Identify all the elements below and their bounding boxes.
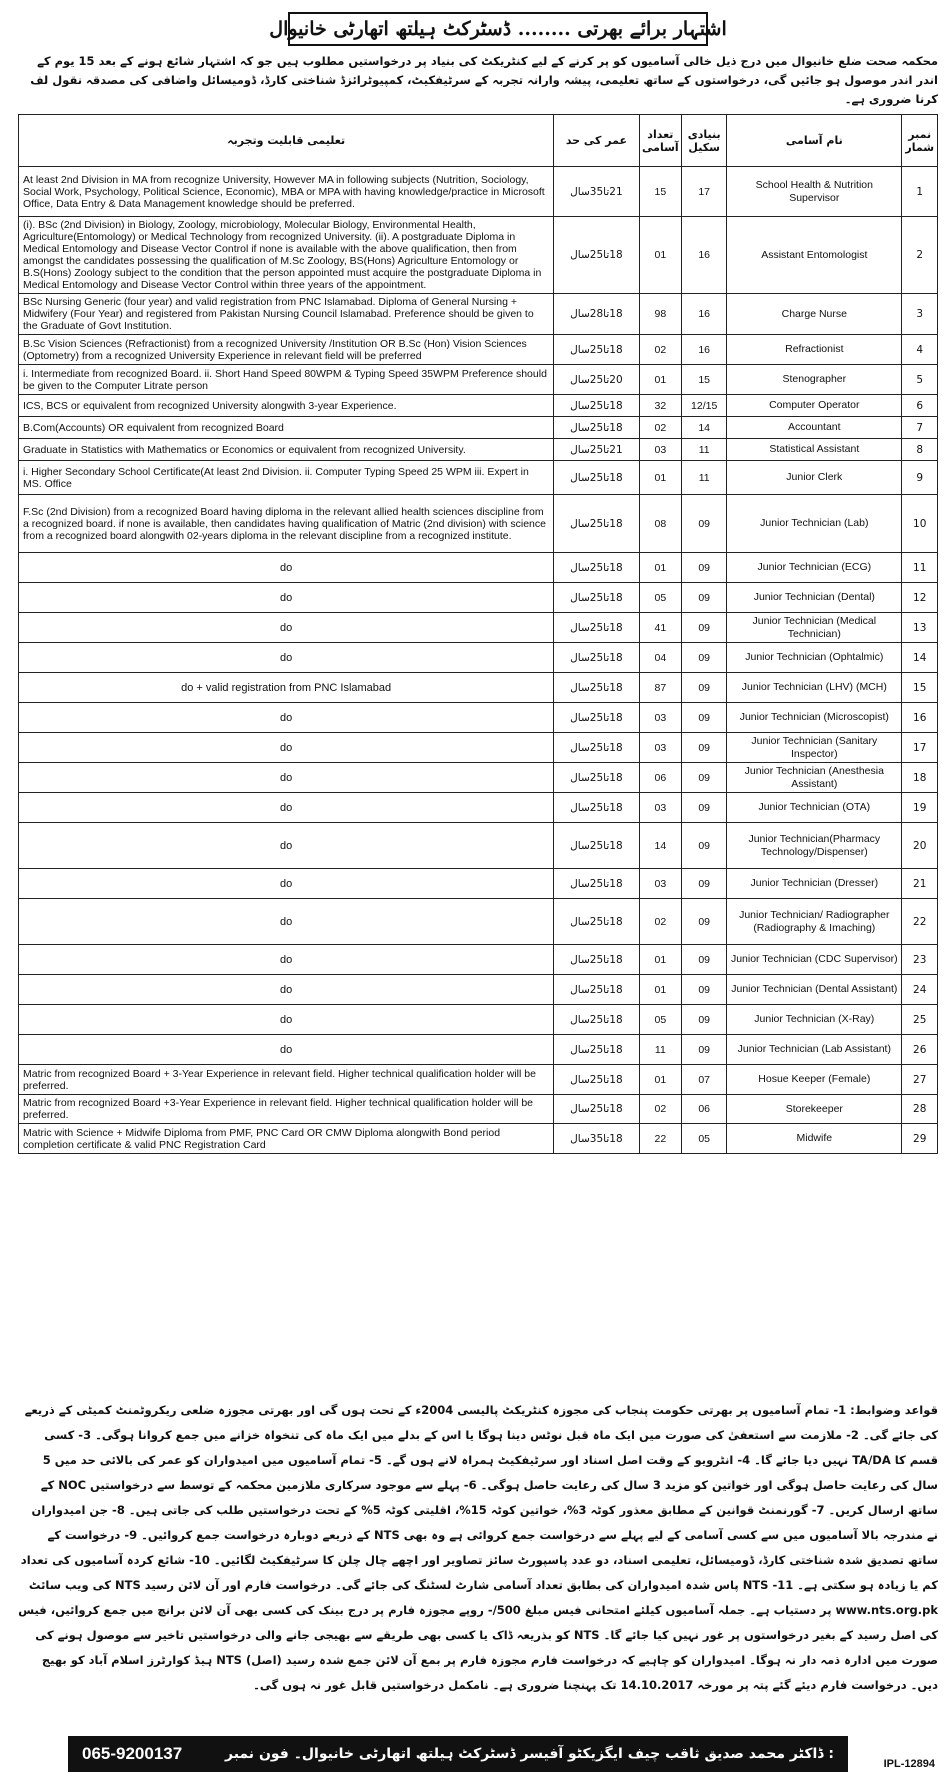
post-name-cell: Storekeeper: [727, 1095, 902, 1124]
qualification-cell: do: [19, 583, 554, 613]
post-count-cell: 98: [639, 294, 682, 335]
pay-scale-cell: 05: [682, 1124, 727, 1154]
post-name-cell: Computer Operator: [727, 395, 902, 417]
pay-scale-cell: 09: [682, 899, 727, 945]
qualification-cell: do: [19, 703, 554, 733]
post-count-cell: 01: [639, 1065, 682, 1095]
pay-scale-cell: 09: [682, 823, 727, 869]
age-limit-cell: 18تا25سال: [554, 335, 639, 365]
pay-scale-cell: 17: [682, 167, 727, 217]
serial-number-cell: 17: [902, 733, 938, 763]
serial-number-cell: 26: [902, 1035, 938, 1065]
ad-title-box: [269, 12, 727, 46]
header-age: عمر کی حد: [554, 115, 639, 167]
serial-number-cell: 2: [902, 217, 938, 294]
serial-number-cell: 21: [902, 869, 938, 899]
serial-number-cell: 27: [902, 1065, 938, 1095]
post-name-cell: Junior Technician/ Radiographer (Radiography & Imaching): [727, 899, 902, 945]
table-row: [19, 461, 938, 495]
header-qualification: تعلیمی قابلیت وتجربہ: [19, 115, 554, 167]
pay-scale-cell: 14: [682, 417, 727, 439]
age-limit-cell: 18تا35سال: [554, 1124, 639, 1154]
header-serial: نمبر شمار: [902, 115, 938, 167]
pay-scale-cell: 09: [682, 975, 727, 1005]
pay-scale-cell: 09: [682, 869, 727, 899]
post-count-cell: 32: [639, 395, 682, 417]
table-header-row: [19, 115, 938, 167]
post-count-cell: 41: [639, 613, 682, 643]
post-count-cell: 15: [639, 167, 682, 217]
table-row: [19, 294, 938, 335]
header-post: نام آسامی: [727, 115, 902, 167]
post-count-cell: 03: [639, 869, 682, 899]
pay-scale-cell: 16: [682, 335, 727, 365]
table-row: [19, 495, 938, 553]
post-count-cell: 87: [639, 673, 682, 703]
table-row: [19, 733, 938, 763]
age-limit-cell: 18تا25سال: [554, 613, 639, 643]
advertisement: [8, 8, 941, 1784]
post-name-cell: Junior Technician (X-Ray): [727, 1005, 902, 1035]
qualification-cell: do: [19, 1035, 554, 1065]
qualification-cell: do: [19, 823, 554, 869]
table-row: [19, 945, 938, 975]
age-limit-cell: 18تا25سال: [554, 899, 639, 945]
serial-number-cell: 22: [902, 899, 938, 945]
table-row: [19, 335, 938, 365]
serial-number-cell: 11: [902, 553, 938, 583]
qualification-cell: BSc Nursing Generic (four year) and valid registration from PNC Islamabad. Diploma of General Nursing + Midwifery (Four Year) and registered from Pakistan Nursing Council Islamabad. Preference should be given to the Graduate of Govt Institution.: [19, 294, 554, 335]
pay-scale-cell: 16: [682, 217, 727, 294]
serial-number-cell: 9: [902, 461, 938, 495]
post-name-cell: Junior Technician (ECG): [727, 553, 902, 583]
post-name-cell: Statistical Assistant: [727, 439, 902, 461]
age-limit-cell: 18تا25سال: [554, 945, 639, 975]
serial-number-cell: 19: [902, 793, 938, 823]
post-name-cell: Junior Technician (Lab): [727, 495, 902, 553]
qualification-cell: do: [19, 869, 554, 899]
header-count: تعداد آسامی: [639, 115, 682, 167]
post-name-cell: Junior Technician (Dental Assistant): [727, 975, 902, 1005]
table-row: [19, 1095, 938, 1124]
qualification-cell: Matric from recognized Board +3-Year Experience in relevant field. Higher technical qualification holder will be preferred.: [19, 1095, 554, 1124]
age-limit-cell: 18تا25سال: [554, 553, 639, 583]
pay-scale-cell: 09: [682, 673, 727, 703]
age-limit-cell: 18تا25سال: [554, 1035, 639, 1065]
age-limit-cell: 18تا25سال: [554, 495, 639, 553]
serial-number-cell: 3: [902, 294, 938, 335]
post-name-cell: Hosue Keeper (Female): [727, 1065, 902, 1095]
age-limit-cell: 21تا25سال: [554, 439, 639, 461]
post-name-cell: Stenographer: [727, 365, 902, 395]
post-name-cell: Junior Technician (Anesthesia Assistant): [727, 763, 902, 793]
post-name-cell: Assistant Entomologist: [727, 217, 902, 294]
pay-scale-cell: 09: [682, 1005, 727, 1035]
table-row: [19, 703, 938, 733]
qualification-cell: F.Sc (2nd Division) from a recognized Board having diploma in the relevant allied health sciences discipline from a recognized board. if none is available, then candidates having qualification of Matric (2nd division) with science from a recognized board alongwith 02-years diploma in the relevant discipline from a recognized institute.: [19, 495, 554, 553]
post-count-cell: 01: [639, 365, 682, 395]
age-limit-cell: 18تا25سال: [554, 793, 639, 823]
post-name-cell: Junior Technician (Sanitary Inspector): [727, 733, 902, 763]
qualification-cell: At least 2nd Division in MA from recognize University, However MA in following subjects (Nutrition, Sociology, Social Work, Psychology, Political Science, Economic), MBA or MPA with having knowledge/practice in Microsoft Office, Data Entry & Data Management knowledge should be preferred.: [19, 167, 554, 217]
table-row: [19, 1065, 938, 1095]
post-name-cell: Junior Technician (Microscopist): [727, 703, 902, 733]
qualification-cell: do: [19, 975, 554, 1005]
post-count-cell: 06: [639, 763, 682, 793]
table-row: [19, 417, 938, 439]
post-count-cell: 03: [639, 793, 682, 823]
serial-number-cell: 5: [902, 365, 938, 395]
age-limit-cell: 18تا25سال: [554, 673, 639, 703]
serial-number-cell: 15: [902, 673, 938, 703]
serial-number-cell: 29: [902, 1124, 938, 1154]
age-limit-cell: 18تا25سال: [554, 763, 639, 793]
footer-officer: : ڈاکٹر محمد صدیق ثاقب چیف ایگزیکٹو آفیسر ڈسٹرکٹ ہیلتھ اتھارٹی خانیوال۔ فون نمبر: [225, 1746, 834, 1762]
post-name-cell: Junior Technician (OTA): [727, 793, 902, 823]
posts-table: [18, 114, 938, 1154]
post-count-cell: 03: [639, 703, 682, 733]
qualification-cell: B.Sc Vision Sciences (Refractionist) from a recognized University /Institution OR B.Sc (Hon) Vision Sciences (Optometry) from a recognized University Experience in relevant field will be preferred: [19, 335, 554, 365]
age-limit-cell: 18تا25سال: [554, 975, 639, 1005]
post-count-cell: 01: [639, 945, 682, 975]
table-row: [19, 869, 938, 899]
pay-scale-cell: 09: [682, 793, 727, 823]
age-limit-cell: 18تا25سال: [554, 869, 639, 899]
post-count-cell: 02: [639, 1095, 682, 1124]
qualification-cell: i. Higher Secondary School Certificate(At least 2nd Division. ii. Computer Typing Speed 25 WPM iii. Expert in MS. Office: [19, 461, 554, 495]
post-count-cell: 01: [639, 461, 682, 495]
post-name-cell: Junior Technician (Dental): [727, 583, 902, 613]
pay-scale-cell: 06: [682, 1095, 727, 1124]
table-row: [19, 553, 938, 583]
post-name-cell: Refractionist: [727, 335, 902, 365]
pay-scale-cell: 09: [682, 613, 727, 643]
pay-scale-cell: 09: [682, 733, 727, 763]
serial-number-cell: 1: [902, 167, 938, 217]
qualification-cell: Matric with Science + Midwife Diploma from PMF, PNC Card OR CMW Diploma alongwith Bond period completion certificate & valid PNC Registration Card: [19, 1124, 554, 1154]
post-name-cell: Junior Technician (Lab Assistant): [727, 1035, 902, 1065]
post-count-cell: 02: [639, 899, 682, 945]
header-scale: بنیادی سکیل: [682, 115, 727, 167]
qualification-cell: B.Com(Accounts) OR equivalent from recognized Board: [19, 417, 554, 439]
age-limit-cell: 18تا25سال: [554, 1095, 639, 1124]
pay-scale-cell: 09: [682, 643, 727, 673]
pay-scale-cell: 11: [682, 439, 727, 461]
post-count-cell: 05: [639, 1005, 682, 1035]
post-count-cell: 22: [639, 1124, 682, 1154]
serial-number-cell: 24: [902, 975, 938, 1005]
post-name-cell: Midwife: [727, 1124, 902, 1154]
table-row: [19, 395, 938, 417]
pay-scale-cell: 09: [682, 553, 727, 583]
post-count-cell: 04: [639, 643, 682, 673]
age-limit-cell: 18تا25سال: [554, 217, 639, 294]
qualification-cell: do: [19, 763, 554, 793]
pay-scale-cell: 16: [682, 294, 727, 335]
age-limit-cell: 20تا25سال: [554, 365, 639, 395]
age-limit-cell: 18تا25سال: [554, 643, 639, 673]
post-count-cell: 02: [639, 417, 682, 439]
post-name-cell: Junior Technician (Dresser): [727, 869, 902, 899]
qualification-cell: (i). BSc (2nd Division) in Biology, Zoology, microbiology, Molecular Biology, Environmental Health, Agriculture(Entomology) or Medical Technology from recognized University. (ii). A postgraduate Diploma in Medical Entomology and Disease Vector Control if none is available with the above qualification, then from amongst the candidates possessing the qualification of M.Sc Zoology, BS(Hons) Agriculture Entomology or B.S(Hons) Zoology subject to the condition that the person appointed must acquire the postgraduate Diploma in Medical Entomology and Disease Vector Control within three years of the appointment.: [19, 217, 554, 294]
table-row: [19, 643, 938, 673]
post-count-cell: 14: [639, 823, 682, 869]
serial-number-cell: 8: [902, 439, 938, 461]
age-limit-cell: 18تا25سال: [554, 395, 639, 417]
pay-scale-cell: 07: [682, 1065, 727, 1095]
table-row: [19, 763, 938, 793]
serial-number-cell: 25: [902, 1005, 938, 1035]
age-limit-cell: 18تا25سال: [554, 583, 639, 613]
qualification-cell: Matric from recognized Board + 3-Year Experience in relevant field. Higher technical qualification holder will be preferred.: [19, 1065, 554, 1095]
post-count-cell: 08: [639, 495, 682, 553]
table-row: [19, 1124, 938, 1154]
serial-number-cell: 12: [902, 583, 938, 613]
qualification-cell: do: [19, 1005, 554, 1035]
serial-number-cell: 13: [902, 613, 938, 643]
qualification-cell: do: [19, 733, 554, 763]
serial-number-cell: 7: [902, 417, 938, 439]
post-name-cell: Junior Clerk: [727, 461, 902, 495]
post-name-cell: Junior Technician (Medical Technician): [727, 613, 902, 643]
pay-scale-cell: 09: [682, 763, 727, 793]
age-limit-cell: 18تا28سال: [554, 294, 639, 335]
table-row: [19, 1035, 938, 1065]
age-limit-cell: 18تا25سال: [554, 823, 639, 869]
table-row: [19, 167, 938, 217]
table-row: [19, 583, 938, 613]
table-row: [19, 613, 938, 643]
age-limit-cell: 18تا25سال: [554, 461, 639, 495]
post-count-cell: 01: [639, 217, 682, 294]
serial-number-cell: 28: [902, 1095, 938, 1124]
table-row: [19, 217, 938, 294]
post-name-cell: Accountant: [727, 417, 902, 439]
pay-scale-cell: 09: [682, 703, 727, 733]
serial-number-cell: 23: [902, 945, 938, 975]
table-row: [19, 439, 938, 461]
qualification-cell: do: [19, 613, 554, 643]
pay-scale-cell: 12/15: [682, 395, 727, 417]
qualification-cell: ICS, BCS or equivalent from recognized University alongwith 3-year Experience.: [19, 395, 554, 417]
pay-scale-cell: 09: [682, 1035, 727, 1065]
serial-number-cell: 4: [902, 335, 938, 365]
serial-number-cell: 16: [902, 703, 938, 733]
ad-reference-code: IPL-12894: [883, 1758, 935, 1770]
age-limit-cell: 21تا35سال: [554, 167, 639, 217]
table-row: [19, 1005, 938, 1035]
qualification-cell: do: [19, 643, 554, 673]
pay-scale-cell: 09: [682, 495, 727, 553]
post-name-cell: Junior Technician(Pharmacy Technology/Dispenser): [727, 823, 902, 869]
ad-title: اشتہار برائے بھرتی ........ ڈسٹرکٹ ہیلتھ اتھارٹی خانیوال: [269, 18, 727, 40]
post-count-cell: 11: [639, 1035, 682, 1065]
qualification-cell: i. Intermediate from recognized Board. ii. Short Hand Speed 80WPM & Typing Speed 35WPM Preference should be given to the Computer Litrate person: [19, 365, 554, 395]
post-count-cell: 02: [639, 335, 682, 365]
serial-number-cell: 18: [902, 763, 938, 793]
footer-phone: 065-9200137: [82, 1744, 183, 1763]
post-count-cell: 03: [639, 439, 682, 461]
age-limit-cell: 18تا25سال: [554, 1065, 639, 1095]
post-name-cell: Junior Technician (Ophtalmic): [727, 643, 902, 673]
table-row: [19, 823, 938, 869]
pay-scale-cell: 11: [682, 461, 727, 495]
age-limit-cell: 18تا25سال: [554, 703, 639, 733]
serial-number-cell: 20: [902, 823, 938, 869]
post-count-cell: 03: [639, 733, 682, 763]
serial-number-cell: 14: [902, 643, 938, 673]
serial-number-cell: 10: [902, 495, 938, 553]
qualification-cell: do: [19, 945, 554, 975]
qualification-cell: do: [19, 793, 554, 823]
age-limit-cell: 18تا25سال: [554, 1005, 639, 1035]
qualification-cell: do: [19, 899, 554, 945]
table-row: [19, 793, 938, 823]
intro-paragraph: محکمہ صحت ضلع خانیوال میں درج ذیل خالی آسامیوں کو پر کرنے کے لیے کنٹریکٹ کی بنیاد پر درخواستیں مطلوب ہیں جو کہ اشتہار شائع ہونے کے بعد 15 یوم کے اندر اندر موصول ہو جائیں گی، درخواستوں کے ساتھ تعلیمی، پیشہ وارانہ تجربہ کے سرٹیفکیٹ، کمپیوٹرائزڈ شناختی کارڈ، ڈومیسائل واضافی کی مصدقہ نقول لف کرنا ضروری ہے۔: [30, 54, 938, 106]
table-row: [19, 899, 938, 945]
table-row: [19, 673, 938, 703]
footer-bar: [68, 1736, 848, 1772]
post-name-cell: Junior Technician (CDC Supervisor): [727, 945, 902, 975]
table-row: [19, 365, 938, 395]
qualification-cell: do: [19, 553, 554, 583]
age-limit-cell: 18تا25سال: [554, 417, 639, 439]
qualification-cell: do + valid registration from PNC Islamabad: [19, 673, 554, 703]
pay-scale-cell: 09: [682, 583, 727, 613]
age-limit-cell: 18تا25سال: [554, 733, 639, 763]
pay-scale-cell: 15: [682, 365, 727, 395]
post-name-cell: Junior Technician (LHV) (MCH): [727, 673, 902, 703]
post-count-cell: 05: [639, 583, 682, 613]
pay-scale-cell: 09: [682, 945, 727, 975]
post-name-cell: Charge Nurse: [727, 294, 902, 335]
post-count-cell: 01: [639, 553, 682, 583]
table-row: [19, 975, 938, 1005]
post-count-cell: 01: [639, 975, 682, 1005]
serial-number-cell: 6: [902, 395, 938, 417]
post-name-cell: School Health & Nutrition Supervisor: [727, 167, 902, 217]
terms-and-conditions: قواعد وضوابط: 1- تمام آسامیوں پر بھرتی حکومت پنجاب کی مجوزہ کنٹریکٹ پالیسی 2004ء کے تحت ہوں گی اور بھرتی مجوزہ ضلعی ریکروٹمنٹ کمیٹی کے ذریعے کی جائے گی۔ 2- ملازمت سے استعفیٰ کی صورت میں ایک ماہ قبل نوٹس دینا ہوگا یا اس کے بدلے میں ایک ماہ کی تنخواہ خزانے میں جمع کروانا ہوگی۔ 3- کسی قسم کا TA/DA نہیں دیا جائے گا۔ 4- انٹرویو کے وقت اصل اسناد اور سرٹیفکیٹ ہمراہ لانے ہوں گے۔ 5- تمام آسامیوں میں امیدواران کو عمر کی بالائی حد میں 5 سال کی رعایت حاصل ہوگی اور خواتین کو مزید 3 سال کی رعایت حاصل ہوگی۔ 6- پہلے سے موجود سرکاری ملازمین محکمہ کے توسط سے درخواستیں NOC کے ساتھ ارسال کریں۔ 7- گورنمنٹ قوانین کے مطابق معذور کوٹہ 3%، خواتین کوٹہ 15%، اقلیتی کوٹہ 5% کے تحت درخواستیں طلب کی جاتی ہیں۔ 8- جن امیدواران نے مندرجہ بالا آسامیوں میں سے کسی آسامی کے لیے پہلے سے درخواست جمع کروائی ہے وہ بھی NTS کے ذریعے دوبارہ درخواست جمع کروائیں۔ 9- درخواست کے ساتھ تصدیق شدہ شناختی کارڈ، ڈومیسائل، تعلیمی اسناد، دو عدد پاسپورٹ سائز تصاویر اور اچھے چال چلن کا سرٹیفکیٹ لگائیں۔ 10- شائع کردہ آسامیوں کی تعداد کم یا زیادہ ہو سکتی ہے۔ 11- NTS پاس شدہ امیدواران کی بطابق تعداد آسامی شارٹ لسٹنگ کی جائے گی۔ درخواست فارم اور آن لائن رسید NTS کی ویب سائٹ www.nts.org.pk پر دستیاب ہے۔ جملہ آسامیوں کیلئے امتحانی فیس مبلغ 500/- روپے مجوزہ فارم پر درج بینک کی کسی بھی آن لائن برانچ میں جمع کروائیں، فیس کی اصل رسید کے بغیر درخواستوں پر غور نہیں کیا جائے گا۔ NTS کو بذریعہ ڈاک یا کسی بھی طریقے سے بھیجی جانے والی درخواستیں تاخیر سے موصول ہونے کی صورت میں ادارہ ذمہ دار نہ ہوگا۔ امیدواران کو چاہیے کہ درخواست فارم مجوزہ فارم پر بمع آن لائن جمع شدہ رسید (اصل) NTS ہیڈ کوارٹرز اسلام آباد کو بھیج دیں۔ درخواست فارم دیئے گئے پتہ پر مورخہ 14.10.2017 تک پہنچنا ضروری ہے۔ نامکمل درخواستیں قابل غور نہ ہوں گی۔: [18, 1403, 938, 1692]
qualification-cell: Graduate in Statistics with Mathematics or Economics or equivalent from recognized University.: [19, 439, 554, 461]
